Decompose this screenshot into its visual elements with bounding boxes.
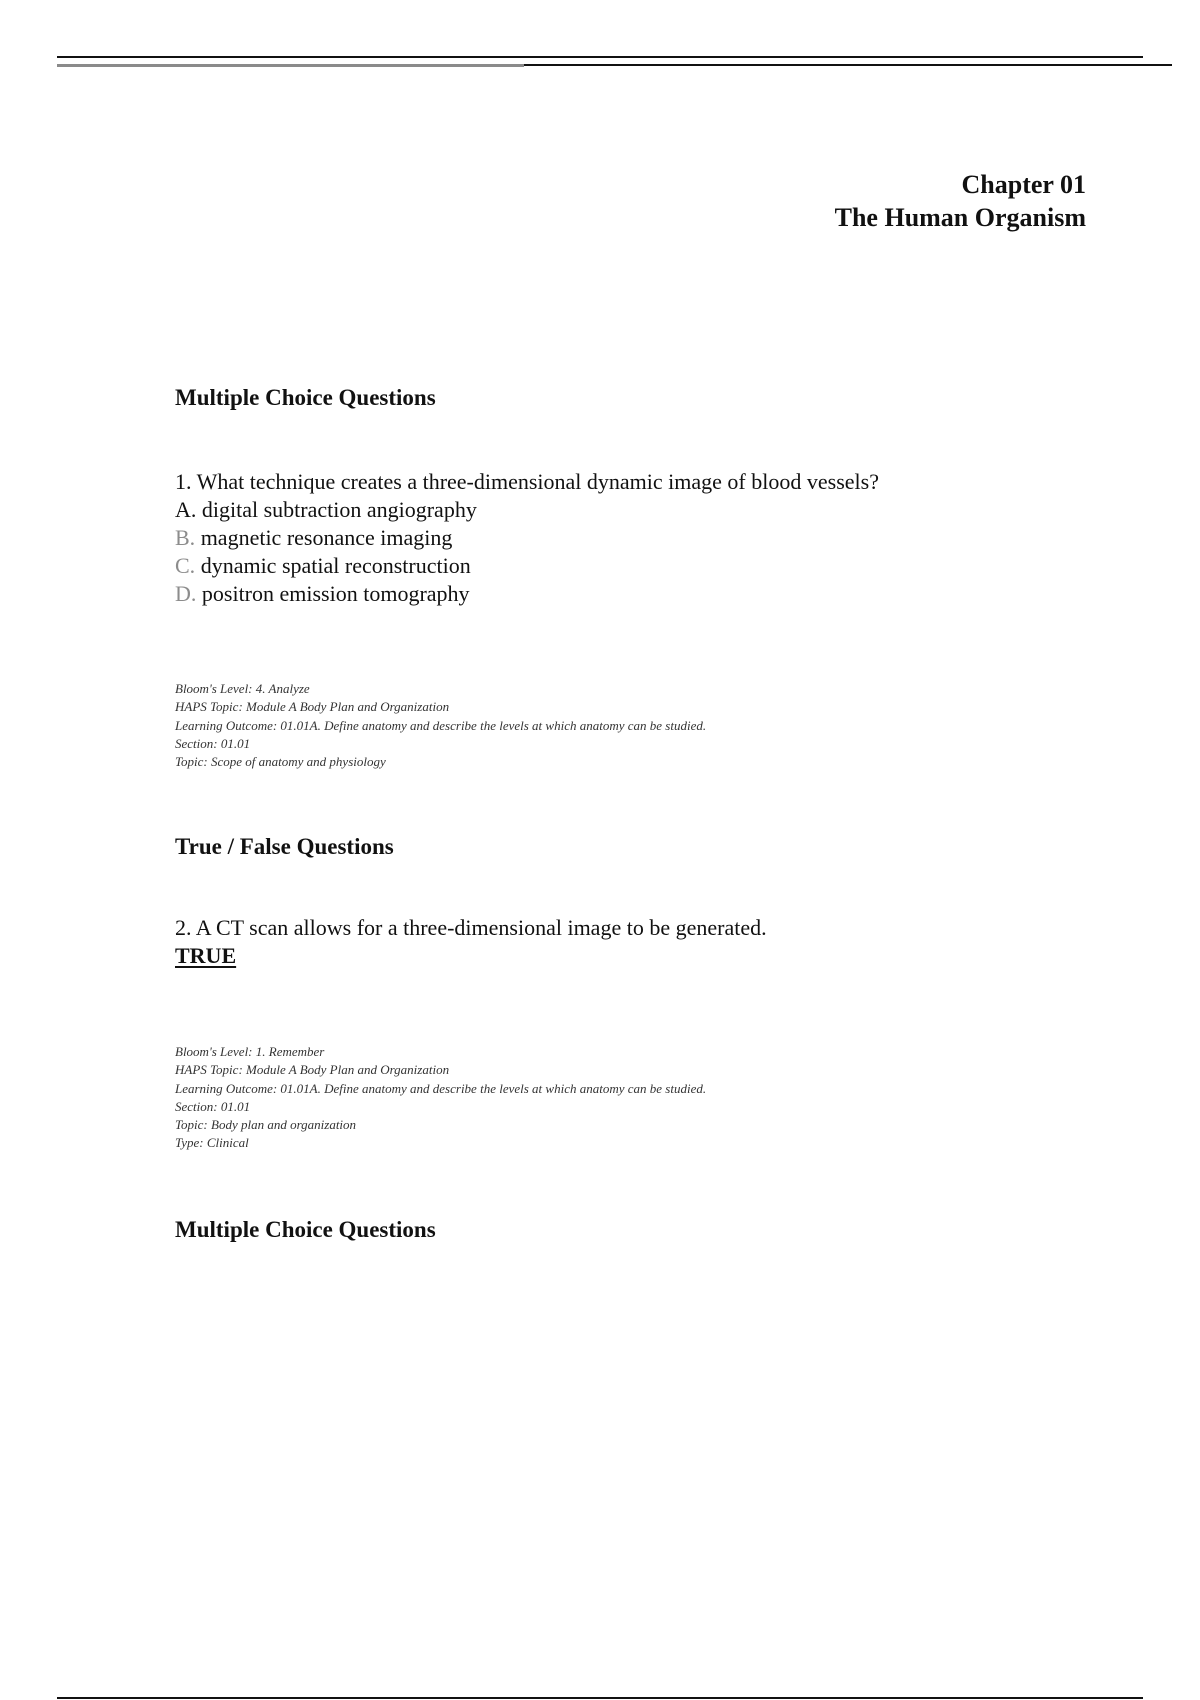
option-text: dynamic spatial reconstruction — [200, 553, 471, 578]
header-rule-bottom — [524, 64, 1172, 66]
meta-haps-topic: HAPS Topic: Module A Body Plan and Organization — [175, 699, 450, 715]
option-letter: A. — [175, 497, 197, 522]
option-text: digital subtraction angiography — [201, 497, 477, 522]
section-title-true-false: True / False Questions — [175, 834, 394, 859]
question-1-option-d — [175, 580, 879, 608]
chapter-title: The Human Organism — [834, 203, 1086, 232]
option-letter: D. — [175, 581, 197, 606]
meta-learning-outcome: Learning Outcome: 01.01A. Define anatomy and describe the levels at which anatomy can be studied. — [175, 717, 707, 733]
question-2-answer: TRUE — [175, 943, 237, 968]
option-letter: C. — [175, 553, 196, 578]
question-1-option-b — [175, 524, 879, 552]
question-1 — [175, 468, 879, 608]
section-title-multiple-choice: Multiple Choice Questions — [175, 385, 436, 410]
meta-topic: Topic: Scope of anatomy and physiology — [175, 754, 386, 770]
section-title-multiple-choice-2: Multiple Choice Questions — [175, 1217, 436, 1242]
question-1-metadata — [175, 680, 706, 771]
option-text: positron emission tomography — [201, 581, 470, 606]
question-2-stem: 2. A CT scan allows for a three-dimensional image to be generated. — [175, 915, 767, 940]
meta-type: Type: Clinical — [175, 1135, 249, 1151]
header-rule-top — [57, 56, 1143, 58]
meta-section: Section: 01.01 — [175, 735, 251, 751]
header-rule-bottom-gray — [57, 64, 524, 67]
question-1-option-c — [175, 552, 879, 580]
footer-rule — [57, 1697, 1143, 1699]
chapter-heading — [835, 168, 1086, 234]
option-text: magnetic resonance imaging — [200, 525, 453, 550]
meta-blooms-level: Bloom's Level: 4. Analyze — [175, 681, 310, 696]
option-letter: B. — [175, 525, 196, 550]
question-2-metadata — [175, 1043, 706, 1153]
chapter-number: Chapter 01 — [961, 170, 1086, 199]
meta-section: Section: 01.01 — [175, 1098, 251, 1114]
meta-learning-outcome: Learning Outcome: 01.01A. Define anatomy and describe the levels at which anatomy can be studied. — [175, 1080, 707, 1096]
meta-blooms-level: Bloom's Level: 1. Remember — [175, 1044, 325, 1059]
question-1-stem: 1. What technique creates a three-dimensional dynamic image of blood vessels? — [175, 469, 879, 494]
question-2 — [175, 914, 767, 970]
meta-haps-topic: HAPS Topic: Module A Body Plan and Organization — [175, 1062, 450, 1078]
question-1-option-a — [175, 496, 879, 524]
meta-topic: Topic: Body plan and organization — [175, 1117, 357, 1133]
